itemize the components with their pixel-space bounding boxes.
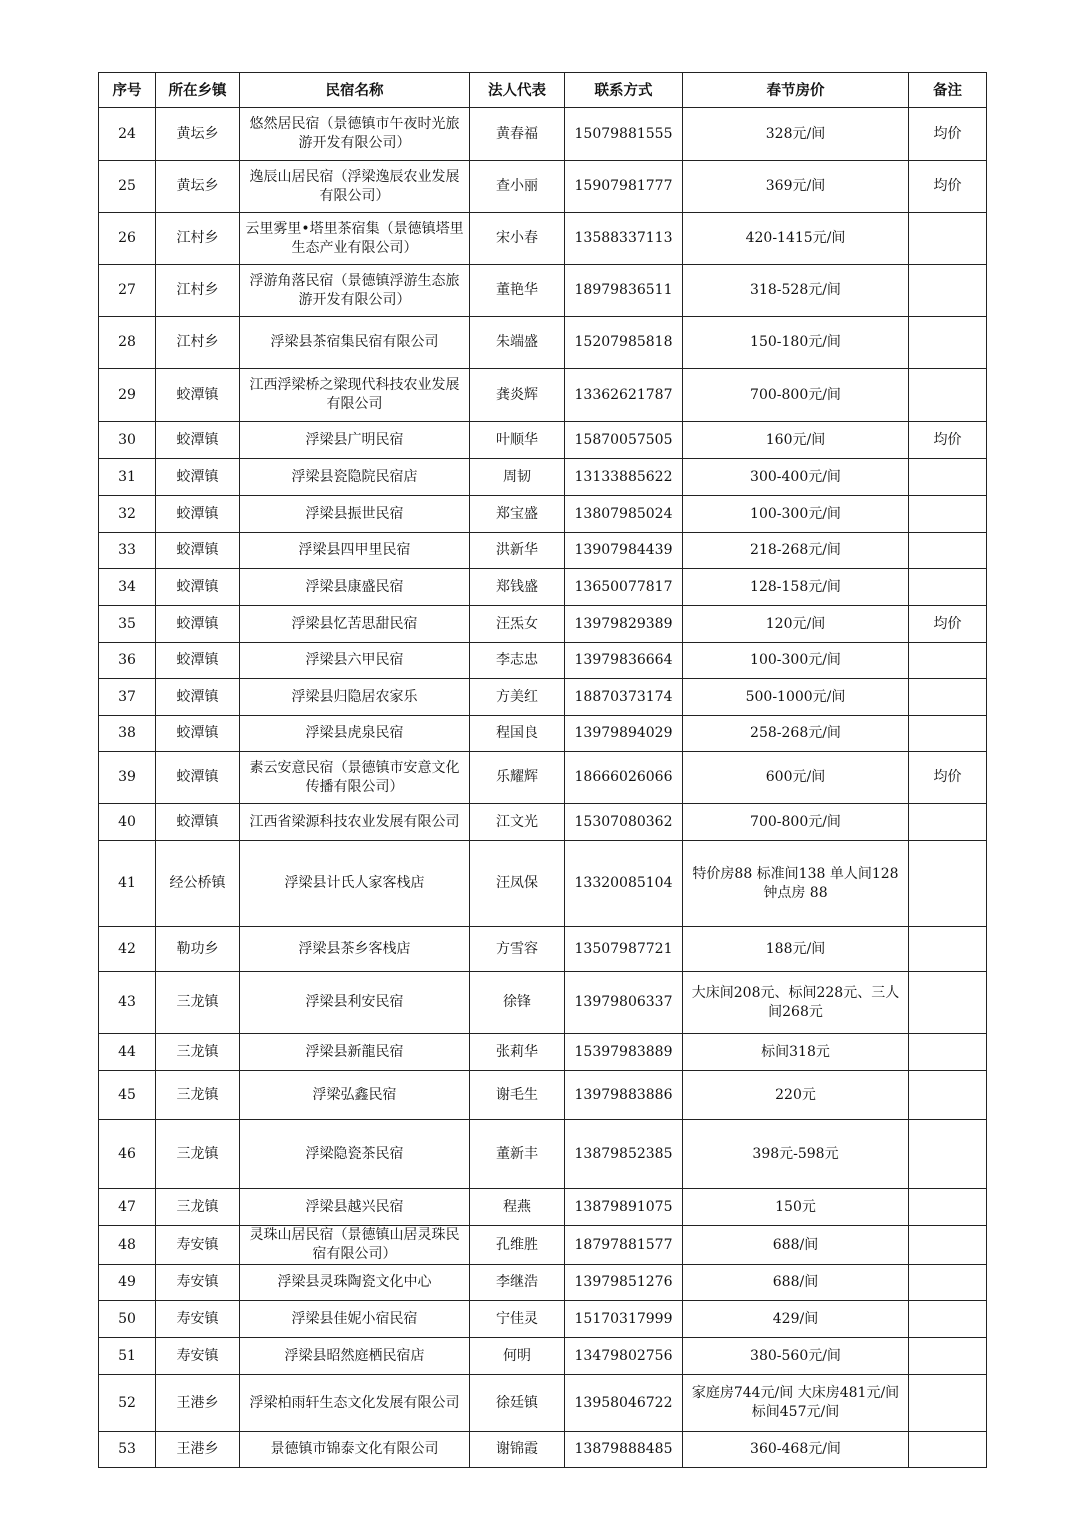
row-phone: 13807985024 xyxy=(565,496,683,533)
row-note xyxy=(909,1071,987,1120)
row-homestay-name: 浮梁县昭然庭栖民宿店 xyxy=(240,1338,470,1375)
row-price: 360-468元/间 xyxy=(683,1432,909,1468)
row-number: 52 xyxy=(99,1375,156,1432)
row-number: 37 xyxy=(99,679,156,716)
row-number: 33 xyxy=(99,533,156,569)
row-town: 蛟潭镇 xyxy=(156,752,240,804)
row-representative: 徐廷镇 xyxy=(470,1375,565,1432)
row-number: 49 xyxy=(99,1265,156,1301)
row-price: 特价房88 标准间138 单人间128 钟点房 88 xyxy=(683,841,909,927)
row-homestay-name: 浮梁县茶宿集民宿有限公司 xyxy=(240,317,470,369)
table-row xyxy=(99,459,987,496)
row-town: 蛟潭镇 xyxy=(156,533,240,569)
row-town: 三龙镇 xyxy=(156,972,240,1034)
row-price: 188元/间 xyxy=(683,927,909,972)
row-representative: 方美红 xyxy=(470,679,565,716)
row-number: 26 xyxy=(99,213,156,265)
row-town: 王港乡 xyxy=(156,1375,240,1432)
row-number: 39 xyxy=(99,752,156,804)
row-note xyxy=(909,317,987,369)
row-note xyxy=(909,1120,987,1189)
row-representative: 李志忠 xyxy=(470,643,565,679)
row-phone: 13879891075 xyxy=(565,1189,683,1226)
table-row xyxy=(99,496,987,533)
table-row xyxy=(99,927,987,972)
row-homestay-name: 浮梁县振世民宿 xyxy=(240,496,470,533)
row-number: 47 xyxy=(99,1189,156,1226)
row-town: 三龙镇 xyxy=(156,1189,240,1226)
row-number: 24 xyxy=(99,108,156,161)
table-row xyxy=(99,606,987,643)
row-price: 100-300元/间 xyxy=(683,643,909,679)
row-phone: 18666026066 xyxy=(565,752,683,804)
row-note xyxy=(909,1265,987,1301)
row-homestay-name: 浮梁隐瓷茶民宿 xyxy=(240,1120,470,1189)
row-town: 寿安镇 xyxy=(156,1265,240,1301)
header-price: 春节房价 xyxy=(683,73,909,108)
row-price: 688/间 xyxy=(683,1226,909,1265)
row-homestay-name: 浮梁县佳妮小宿民宿 xyxy=(240,1301,470,1338)
row-price: 300-400元/间 xyxy=(683,459,909,496)
row-phone: 13907984439 xyxy=(565,533,683,569)
row-representative: 宁佳灵 xyxy=(470,1301,565,1338)
row-town: 三龙镇 xyxy=(156,1071,240,1120)
row-phone: 13979883886 xyxy=(565,1071,683,1120)
row-representative: 郑宝盛 xyxy=(470,496,565,533)
row-representative: 汪凤保 xyxy=(470,841,565,927)
table-row xyxy=(99,369,987,422)
row-homestay-name: 浮梁县瓷隐院民宿店 xyxy=(240,459,470,496)
row-phone: 13320085104 xyxy=(565,841,683,927)
row-homestay-name: 浮梁县新龍民宿 xyxy=(240,1034,470,1071)
table-row xyxy=(99,533,987,569)
table-row xyxy=(99,317,987,369)
row-representative: 张莉华 xyxy=(470,1034,565,1071)
row-number: 28 xyxy=(99,317,156,369)
row-homestay-name: 浮梁县计氏人家客栈店 xyxy=(240,841,470,927)
header-rep: 法人代表 xyxy=(470,73,565,108)
row-number: 29 xyxy=(99,369,156,422)
row-phone: 15207985818 xyxy=(565,317,683,369)
header-note: 备注 xyxy=(909,73,987,108)
row-phone: 13133885622 xyxy=(565,459,683,496)
row-phone: 13979894029 xyxy=(565,716,683,752)
row-note: 均价 xyxy=(909,161,987,213)
row-representative: 董新丰 xyxy=(470,1120,565,1189)
row-representative: 孔维胜 xyxy=(470,1226,565,1265)
row-town: 蛟潭镇 xyxy=(156,569,240,606)
row-representative: 叶顺华 xyxy=(470,422,565,459)
row-number: 34 xyxy=(99,569,156,606)
row-phone: 13362621787 xyxy=(565,369,683,422)
row-phone: 13958046722 xyxy=(565,1375,683,1432)
row-phone: 15079881555 xyxy=(565,108,683,161)
row-homestay-name: 浮梁县茶乡客栈店 xyxy=(240,927,470,972)
row-homestay-name: 浮梁县广明民宿 xyxy=(240,422,470,459)
row-phone: 13979806337 xyxy=(565,972,683,1034)
row-representative: 龚炎辉 xyxy=(470,369,565,422)
row-price: 220元 xyxy=(683,1071,909,1120)
row-homestay-name: 浮游角落民宿（景德镇浮游生态旅游开发有限公司） xyxy=(240,265,470,317)
row-homestay-name: 江西浮梁桥之梁现代科技农业发展有限公司 xyxy=(240,369,470,422)
row-representative: 徐锋 xyxy=(470,972,565,1034)
row-note xyxy=(909,716,987,752)
row-number: 43 xyxy=(99,972,156,1034)
row-homestay-name: 浮梁县六甲民宿 xyxy=(240,643,470,679)
row-homestay-name: 浮梁柏雨轩生态文化发展有限公司 xyxy=(240,1375,470,1432)
row-number: 53 xyxy=(99,1432,156,1468)
row-representative: 洪新华 xyxy=(470,533,565,569)
row-price: 150-180元/间 xyxy=(683,317,909,369)
row-price: 429/间 xyxy=(683,1301,909,1338)
row-town: 黄坛乡 xyxy=(156,161,240,213)
table-row xyxy=(99,804,987,841)
row-homestay-name: 悠然居民宿（景德镇市午夜时光旅游开发有限公司） xyxy=(240,108,470,161)
row-number: 36 xyxy=(99,643,156,679)
row-number: 50 xyxy=(99,1301,156,1338)
row-homestay-name: 浮梁县虎泉民宿 xyxy=(240,716,470,752)
row-price: 688/间 xyxy=(683,1265,909,1301)
table-row xyxy=(99,643,987,679)
row-phone: 13879852385 xyxy=(565,1120,683,1189)
row-note: 均价 xyxy=(909,422,987,459)
row-note xyxy=(909,1189,987,1226)
row-number: 51 xyxy=(99,1338,156,1375)
row-homestay-name: 浮梁县利安民宿 xyxy=(240,972,470,1034)
row-homestay-name: 浮梁县忆苦思甜民宿 xyxy=(240,606,470,643)
table-row xyxy=(99,108,987,161)
table-body xyxy=(99,108,987,1468)
row-representative: 何明 xyxy=(470,1338,565,1375)
row-note xyxy=(909,679,987,716)
row-note xyxy=(909,972,987,1034)
homestay-table xyxy=(98,72,987,1468)
row-note xyxy=(909,265,987,317)
row-note xyxy=(909,459,987,496)
row-note: 均价 xyxy=(909,108,987,161)
row-homestay-name: 浮梁县灵珠陶瓷文化中心 xyxy=(240,1265,470,1301)
table-row xyxy=(99,1226,987,1265)
row-representative: 谢毛生 xyxy=(470,1071,565,1120)
row-price: 398元-598元 xyxy=(683,1120,909,1189)
row-representative: 郑钱盛 xyxy=(470,569,565,606)
row-homestay-name: 云里雾里•塔里茶宿集（景德镇塔里生态产业有限公司） xyxy=(240,213,470,265)
row-representative: 周韧 xyxy=(470,459,565,496)
row-town: 蛟潭镇 xyxy=(156,496,240,533)
table-row xyxy=(99,1265,987,1301)
row-price: 328元/间 xyxy=(683,108,909,161)
row-price: 369元/间 xyxy=(683,161,909,213)
header-row xyxy=(99,73,987,108)
row-town: 三龙镇 xyxy=(156,1120,240,1189)
row-town: 寿安镇 xyxy=(156,1226,240,1265)
row-representative: 程燕 xyxy=(470,1189,565,1226)
row-note: 均价 xyxy=(909,606,987,643)
row-representative: 乐耀辉 xyxy=(470,752,565,804)
row-town: 寿安镇 xyxy=(156,1338,240,1375)
row-homestay-name: 浮梁县越兴民宿 xyxy=(240,1189,470,1226)
row-homestay-name: 浮梁县四甲里民宿 xyxy=(240,533,470,569)
row-town: 蛟潭镇 xyxy=(156,804,240,841)
row-homestay-name: 素云安意民宿（景德镇市安意文化传播有限公司） xyxy=(240,752,470,804)
row-price: 100-300元/间 xyxy=(683,496,909,533)
row-note: 均价 xyxy=(909,752,987,804)
row-number: 25 xyxy=(99,161,156,213)
row-price: 500-1000元/间 xyxy=(683,679,909,716)
row-representative: 朱端盛 xyxy=(470,317,565,369)
row-town: 蛟潭镇 xyxy=(156,422,240,459)
row-note xyxy=(909,1338,987,1375)
row-phone: 15870057505 xyxy=(565,422,683,459)
row-representative: 江文光 xyxy=(470,804,565,841)
row-representative: 程国良 xyxy=(470,716,565,752)
row-representative: 李继浩 xyxy=(470,1265,565,1301)
row-number: 38 xyxy=(99,716,156,752)
row-note xyxy=(909,1432,987,1468)
row-town: 蛟潭镇 xyxy=(156,643,240,679)
row-price: 150元 xyxy=(683,1189,909,1226)
row-phone: 13979836664 xyxy=(565,643,683,679)
row-representative: 黄春福 xyxy=(470,108,565,161)
row-note xyxy=(909,1301,987,1338)
row-phone: 13879888485 xyxy=(565,1432,683,1468)
row-number: 45 xyxy=(99,1071,156,1120)
row-note xyxy=(909,213,987,265)
row-price: 318-528元/间 xyxy=(683,265,909,317)
row-homestay-name: 江西省梁源科技农业发展有限公司 xyxy=(240,804,470,841)
row-price: 420-1415元/间 xyxy=(683,213,909,265)
row-price: 380-560元/间 xyxy=(683,1338,909,1375)
row-price: 600元/间 xyxy=(683,752,909,804)
row-price: 700-800元/间 xyxy=(683,369,909,422)
table-row xyxy=(99,972,987,1034)
row-price: 家庭房744元/间 大床房481元/间 标间457元/间 xyxy=(683,1375,909,1432)
row-town: 蛟潭镇 xyxy=(156,459,240,496)
table-row xyxy=(99,1375,987,1432)
row-homestay-name: 逸辰山居民宿（浮梁逸辰农业发展有限公司） xyxy=(240,161,470,213)
row-town: 蛟潭镇 xyxy=(156,679,240,716)
row-number: 40 xyxy=(99,804,156,841)
row-town: 黄坛乡 xyxy=(156,108,240,161)
row-number: 48 xyxy=(99,1226,156,1265)
row-note xyxy=(909,927,987,972)
table-row xyxy=(99,716,987,752)
header-no: 序号 xyxy=(99,73,156,108)
table-row xyxy=(99,265,987,317)
row-town: 三龙镇 xyxy=(156,1034,240,1071)
row-note xyxy=(909,841,987,927)
row-phone: 15397983889 xyxy=(565,1034,683,1071)
row-phone: 18979836511 xyxy=(565,265,683,317)
row-note xyxy=(909,804,987,841)
row-price: 120元/间 xyxy=(683,606,909,643)
row-town: 江村乡 xyxy=(156,265,240,317)
row-phone: 15170317999 xyxy=(565,1301,683,1338)
header-town: 所在乡镇 xyxy=(156,73,240,108)
header-name: 民宿名称 xyxy=(240,73,470,108)
row-price: 128-158元/间 xyxy=(683,569,909,606)
row-town: 经公桥镇 xyxy=(156,841,240,927)
table-row xyxy=(99,752,987,804)
row-phone: 13979829389 xyxy=(565,606,683,643)
table-row xyxy=(99,569,987,606)
table-row xyxy=(99,422,987,459)
row-town: 江村乡 xyxy=(156,213,240,265)
row-representative: 宋小春 xyxy=(470,213,565,265)
row-town: 蛟潭镇 xyxy=(156,716,240,752)
row-phone: 18870373174 xyxy=(565,679,683,716)
table-row xyxy=(99,213,987,265)
row-phone: 13479802756 xyxy=(565,1338,683,1375)
table-row xyxy=(99,1432,987,1468)
row-price: 大床间208元、标间228元、三人间268元 xyxy=(683,972,909,1034)
row-representative: 查小丽 xyxy=(470,161,565,213)
row-phone: 13650077817 xyxy=(565,569,683,606)
row-phone: 13507987721 xyxy=(565,927,683,972)
row-town: 寿安镇 xyxy=(156,1301,240,1338)
row-note xyxy=(909,533,987,569)
row-homestay-name: 浮梁县康盛民宿 xyxy=(240,569,470,606)
row-price: 218-268元/间 xyxy=(683,533,909,569)
row-number: 41 xyxy=(99,841,156,927)
row-town: 勒功乡 xyxy=(156,927,240,972)
table-row xyxy=(99,1120,987,1189)
table-row xyxy=(99,1071,987,1120)
row-town: 王港乡 xyxy=(156,1432,240,1468)
row-number: 44 xyxy=(99,1034,156,1071)
row-price: 700-800元/间 xyxy=(683,804,909,841)
table-row xyxy=(99,1189,987,1226)
row-town: 蛟潭镇 xyxy=(156,606,240,643)
row-homestay-name: 浮梁县归隐居农家乐 xyxy=(240,679,470,716)
row-note xyxy=(909,496,987,533)
row-representative: 董艳华 xyxy=(470,265,565,317)
table-row xyxy=(99,161,987,213)
table-row xyxy=(99,1301,987,1338)
row-town: 蛟潭镇 xyxy=(156,369,240,422)
row-representative: 汪炁女 xyxy=(470,606,565,643)
row-phone: 15307080362 xyxy=(565,804,683,841)
row-note xyxy=(909,369,987,422)
row-phone: 13979851276 xyxy=(565,1265,683,1301)
row-price: 258-268元/间 xyxy=(683,716,909,752)
row-note xyxy=(909,1034,987,1071)
row-phone: 13588337113 xyxy=(565,213,683,265)
row-town: 江村乡 xyxy=(156,317,240,369)
row-number: 35 xyxy=(99,606,156,643)
row-number: 42 xyxy=(99,927,156,972)
row-number: 46 xyxy=(99,1120,156,1189)
row-representative: 方雪容 xyxy=(470,927,565,972)
row-homestay-name: 浮梁弘鑫民宿 xyxy=(240,1071,470,1120)
row-number: 32 xyxy=(99,496,156,533)
table-row xyxy=(99,1338,987,1375)
row-price: 标间318元 xyxy=(683,1034,909,1071)
header-phone: 联系方式 xyxy=(565,73,683,108)
row-representative: 谢锦霞 xyxy=(470,1432,565,1468)
row-phone: 15907981777 xyxy=(565,161,683,213)
row-note xyxy=(909,1375,987,1432)
row-note xyxy=(909,643,987,679)
row-price: 160元/间 xyxy=(683,422,909,459)
row-note xyxy=(909,1226,987,1265)
row-number: 31 xyxy=(99,459,156,496)
row-number: 30 xyxy=(99,422,156,459)
row-note xyxy=(909,569,987,606)
row-homestay-name: 景德镇市锦泰文化有限公司 xyxy=(240,1432,470,1468)
table-row xyxy=(99,1034,987,1071)
table-row xyxy=(99,679,987,716)
row-phone: 18797881577 xyxy=(565,1226,683,1265)
table-row xyxy=(99,841,987,927)
row-number: 27 xyxy=(99,265,156,317)
row-homestay-name: 灵珠山居民宿（景德镇山居灵珠民宿有限公司） xyxy=(240,1226,470,1265)
